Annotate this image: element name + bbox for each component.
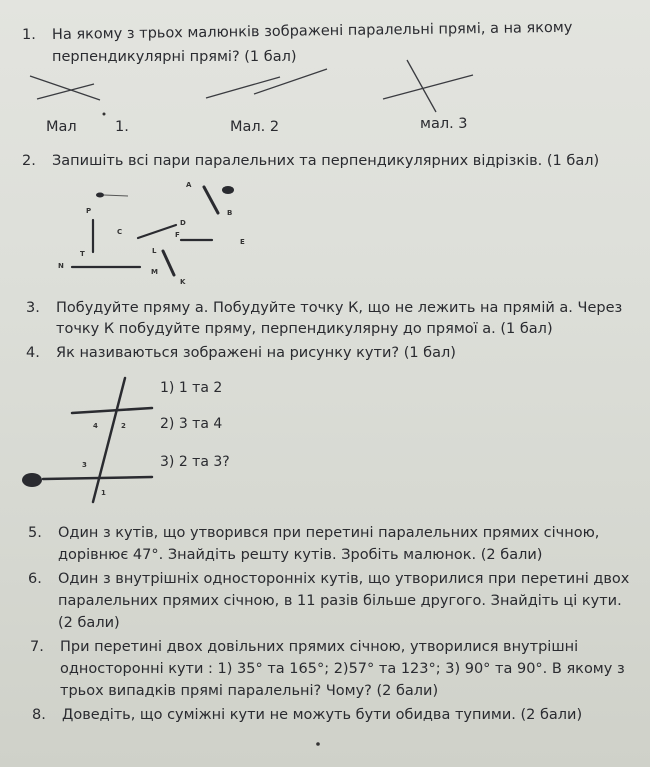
label-d: D (180, 219, 186, 227)
task-6-line-2: паралельних прямих січною, в 11 разів більше другого. Знайдіть ці кути. (58, 593, 622, 609)
task-7-line-1: При перетині двох довільних прямих січною, утворилися внутрішні (60, 639, 579, 655)
task-3-line-2: точку К побудуйте пряму, перпендикулярну до прямої а. (1 бал) (56, 321, 553, 337)
option-1: 1) 1 та 2 (160, 380, 223, 396)
label-p: P (86, 207, 92, 215)
label-c: C (117, 228, 123, 236)
task-7-line-3: трьох випадків прямі паралельні? Чому? (2 бали) (60, 683, 439, 699)
angle-label-2: 2 (121, 422, 126, 430)
task-5-number: 5. (28, 525, 42, 541)
label-b: B (227, 209, 233, 217)
option-2: 2) 3 та 4 (160, 416, 223, 432)
task-3-line-1: Побудуйте пряму а. Побудуйте точку К, що не лежить на прямій а. Через (56, 300, 623, 316)
label-e: E (240, 238, 245, 246)
task-7-number: 7. (30, 639, 44, 655)
label-f: F (175, 231, 180, 239)
angle-label-4: 4 (93, 422, 98, 430)
task-8-number: 8. (32, 707, 46, 723)
label-l: L (152, 247, 157, 255)
label-m: M (151, 268, 158, 276)
task-6-line-3: (2 бали) (58, 615, 120, 631)
label-k: K (180, 278, 186, 286)
task-6-line-1: Один з внутрішніх односторонніх кутів, що утворилися при перетині двох (58, 571, 630, 587)
option-3: 3) 2 та 3? (160, 454, 230, 470)
task-3-number: 3. (26, 300, 40, 316)
task-1-line-1: На якому з трьох малюнків зображені паралельні прямі, а на якому (51, 19, 573, 43)
task-5-line-1: Один з кутів, що утворився при перетині паралельних прямих січною, (58, 525, 600, 541)
task-5-line-2: дорівнює 47°. Знайдіть решту кутів. Зробіть малюнок. (2 бали) (58, 547, 543, 563)
task-6-number: 6. (28, 571, 42, 587)
task-7-line-2: односторонні кути : 1) 35° та 165°; 2)57° та 123°; 3) 90° та 90°. В якому з (60, 661, 625, 677)
task-8-line-1: Доведіть, що суміжні кути не можуть бути обидва тупими. (2 бали) (62, 707, 583, 723)
task-4-number: 4. (26, 345, 40, 361)
task-2-line-1: Запишіть всі пари паралельних та перпендикулярних відрізків. (1 бал) (52, 153, 600, 169)
label-a: A (186, 181, 192, 189)
task-4-line-1: Як називаються зображені на рисунку кути? (1 бал) (56, 345, 456, 361)
task-1-line-2: перпендикулярні прямі? (1 бал) (52, 49, 297, 65)
fig2-caption: Мал. 2 (230, 119, 280, 135)
angle-label-1: 1 (101, 489, 106, 497)
task-2-number: 2. (22, 153, 36, 169)
label-t: T (80, 250, 85, 258)
fig3-caption: мал. 3 (420, 116, 468, 132)
task-1-number: 1. (22, 27, 36, 43)
label-n: N (58, 262, 64, 270)
fig1-caption-num: 1. (115, 119, 129, 135)
angle-label-3: 3 (82, 461, 87, 469)
fig1-caption-mal: Мал (46, 119, 77, 135)
